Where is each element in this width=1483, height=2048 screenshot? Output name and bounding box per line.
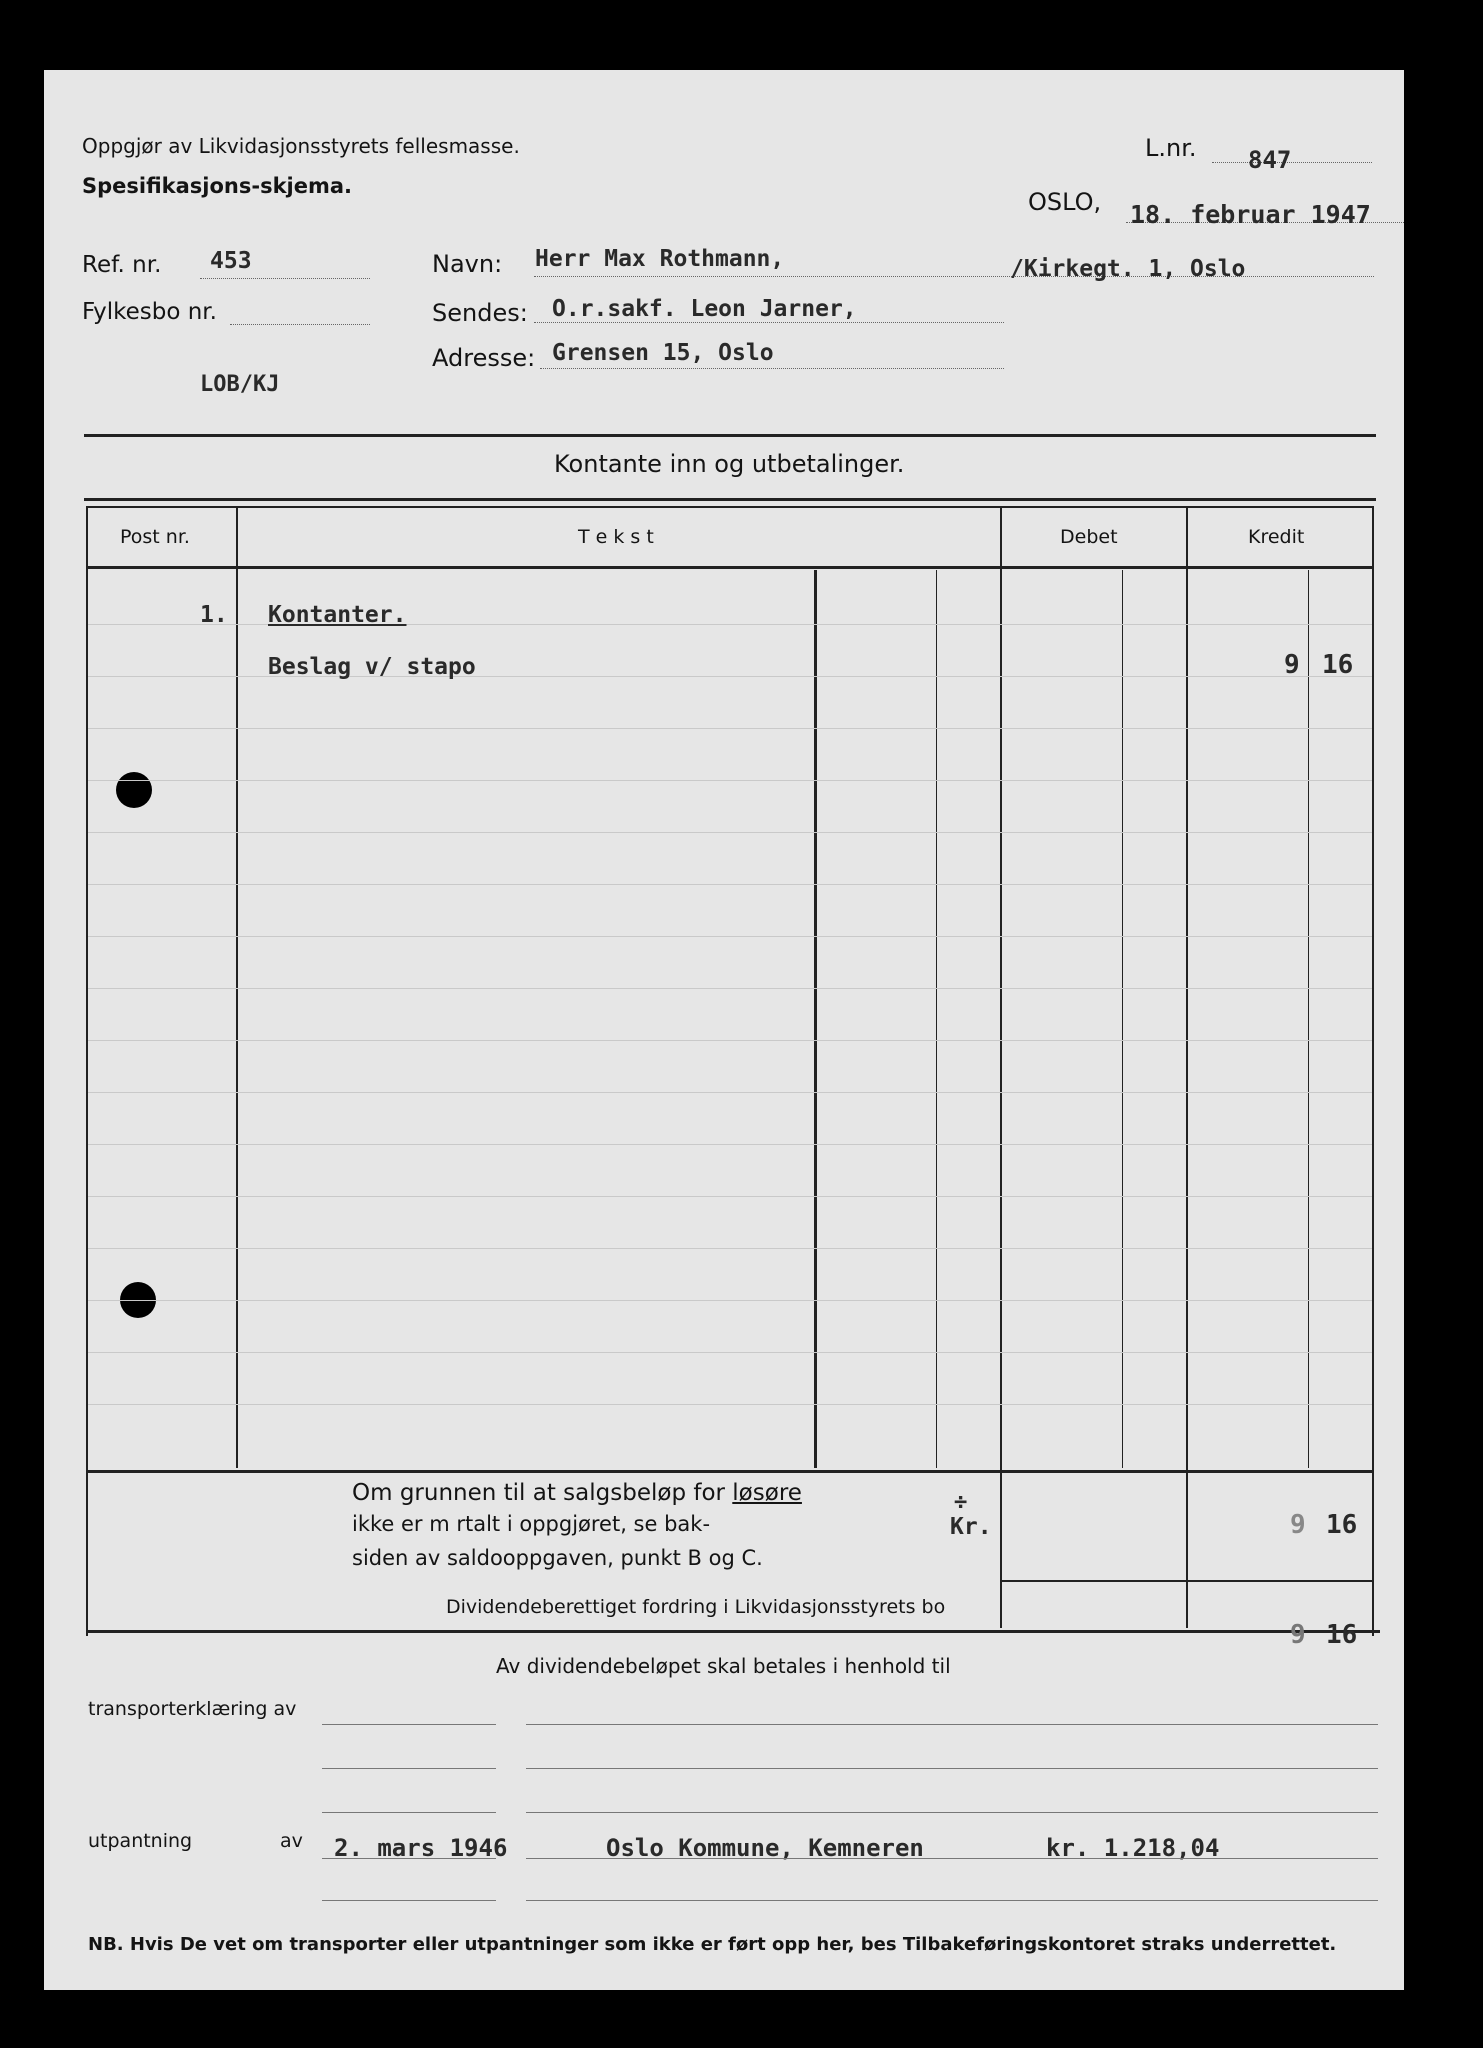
utpantning-amount: kr. 1.218,04 — [1046, 1834, 1220, 1862]
lnr-value: 847 — [1248, 146, 1292, 174]
utpantning-party: Oslo Kommune, Kemneren — [606, 1834, 924, 1862]
utpantning-date: 2. mars 1946 — [334, 1834, 508, 1862]
dividend-kr: 9 — [1290, 1620, 1306, 1650]
table-title: Kontante inn og utbetalinger. — [554, 450, 905, 478]
transport-heading: Av dividendebeløpet skal betales i henhold til — [496, 1654, 951, 1678]
adresse-value: Grensen 15, Oslo — [552, 340, 774, 366]
navn-address: /Kirkegt. 1, Oslo — [1010, 256, 1246, 282]
minus-sign: ÷ — [954, 1490, 968, 1515]
ref-value: 453 — [210, 248, 252, 274]
sendes-value: O.r.sakf. Leon Jarner, — [552, 296, 857, 322]
navn-value: Herr Max Rothmann, — [535, 246, 785, 272]
header-line1: Oppgjør av Likvidasjonsstyrets fellesmasse. — [82, 134, 520, 158]
sum-kr: 9 — [1290, 1510, 1306, 1540]
date-value: 18. februar 1947 — [1130, 200, 1371, 229]
ref-label: Ref. nr. — [82, 252, 162, 278]
col-debet: Debet — [1060, 526, 1118, 548]
note-line2: ikke er m rtalt i oppgjøret, se bak- — [352, 1512, 711, 1536]
row2-kredit-ore: 16 — [1322, 650, 1354, 680]
navn-label: Navn: — [432, 250, 503, 278]
note-line1-text: Om grunnen til at salgsbeløp for — [352, 1480, 733, 1506]
dividend-label: Dividendeberettiget fordring i Likvidasjonsstyrets bo — [446, 1596, 946, 1618]
note-line3: siden av saldooppgaven, punkt B og C. — [352, 1546, 763, 1570]
utpantning-av: av — [280, 1830, 303, 1852]
nb-note: NB. Hvis De vet om transporter eller utpantninger som ikke er ført opp her, bes Tilbakeføringskontoret straks underrettet. — [88, 1934, 1337, 1955]
initials: LOB/KJ — [200, 372, 280, 397]
note-line1 — [352, 1480, 802, 1506]
fylkesbo-label: Fylkesbo nr. — [82, 299, 217, 325]
dividend-ore: 16 — [1326, 1620, 1358, 1650]
kr-label: Kr. — [950, 1514, 992, 1540]
row1-post: 1. — [200, 602, 228, 628]
adresse-label: Adresse: — [432, 344, 536, 372]
row2-kredit-kr: 9 — [1284, 650, 1300, 680]
col-post: Post nr. — [120, 526, 190, 548]
row1-tekst: Kontanter. — [268, 602, 407, 628]
utpantning-label: utpantning — [88, 1830, 193, 1852]
sum-ore: 16 — [1326, 1510, 1358, 1540]
transport-label: transporterklæring av — [88, 1698, 297, 1720]
sendes-label: Sendes: — [432, 299, 528, 327]
punch-hole-top — [116, 772, 152, 808]
header-line2: Spesifikasjons-skjema. — [82, 174, 353, 198]
note-line1-underlined: løsøre — [732, 1480, 802, 1506]
place-label: OSLO, — [1028, 188, 1102, 216]
row2-tekst: Beslag v/ stapo — [268, 654, 476, 680]
col-kredit: Kredit — [1248, 526, 1305, 548]
col-tekst: T e k s t — [578, 526, 654, 548]
lnr-label: L.nr. — [1145, 134, 1197, 162]
